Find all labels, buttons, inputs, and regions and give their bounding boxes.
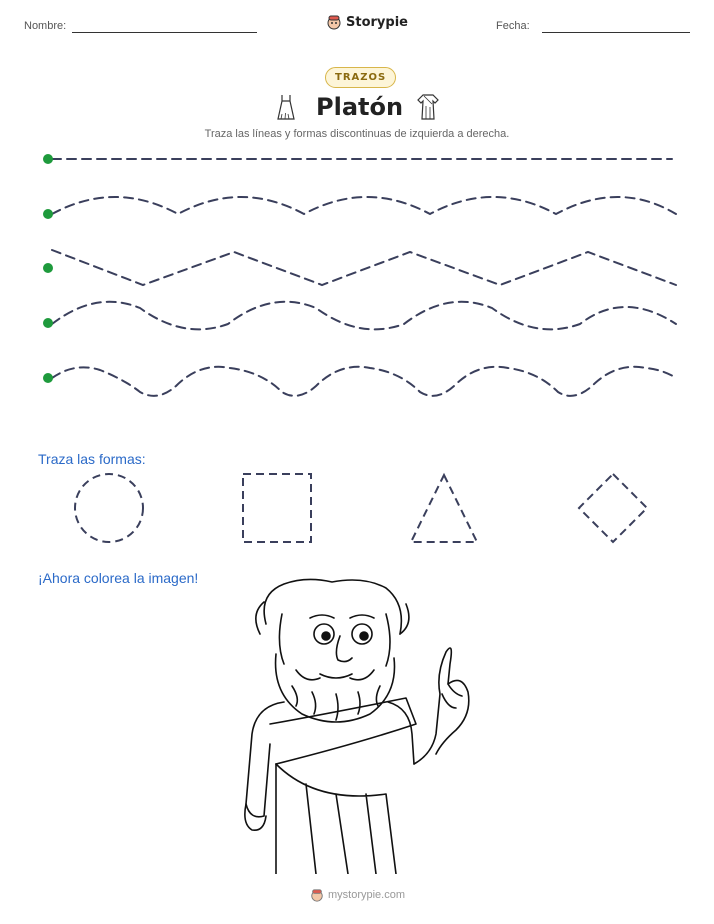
- trace-line-arcs[interactable]: [52, 197, 676, 214]
- start-dot: [43, 154, 53, 164]
- tracing-lines: [0, 140, 714, 400]
- trace-line-zigzag[interactable]: [52, 250, 676, 285]
- start-dot: [43, 263, 53, 273]
- date-field-line[interactable]: [542, 32, 690, 33]
- name-field-line[interactable]: [72, 32, 257, 33]
- start-dot: [43, 209, 53, 219]
- dress-icon: [272, 92, 300, 122]
- trace-line-bumps[interactable]: [52, 367, 676, 396]
- date-label: Fecha:: [496, 20, 530, 32]
- trace-circle[interactable]: [75, 474, 143, 542]
- plato-illustration[interactable]: [236, 574, 476, 874]
- brand-name: Storypie: [346, 14, 408, 30]
- trace-triangle[interactable]: [411, 475, 477, 542]
- trace-square[interactable]: [243, 474, 311, 542]
- instructions: Traza las líneas y formas discontinuas de izquierda a derecha.: [204, 128, 510, 140]
- tracing-shapes: [0, 470, 714, 550]
- toga-icon: [414, 92, 442, 122]
- name-label: Nombre:: [24, 20, 67, 32]
- brand-logo: [326, 14, 408, 30]
- footer-url[interactable]: mystorypie.com: [328, 889, 406, 901]
- storypie-logo-icon: [326, 14, 342, 30]
- footer: [310, 888, 405, 902]
- storypie-logo-icon: [310, 888, 324, 902]
- shapes-heading: Traza las formas:: [38, 451, 146, 467]
- page-title: Platón: [316, 93, 404, 121]
- color-heading: ¡Ahora colorea la imagen!: [38, 570, 199, 586]
- start-dot: [43, 318, 53, 328]
- category-badge: TRAZOS: [325, 67, 396, 88]
- trace-diamond[interactable]: [579, 474, 647, 542]
- start-dot: [43, 373, 53, 383]
- trace-line-wave[interactable]: [52, 302, 676, 330]
